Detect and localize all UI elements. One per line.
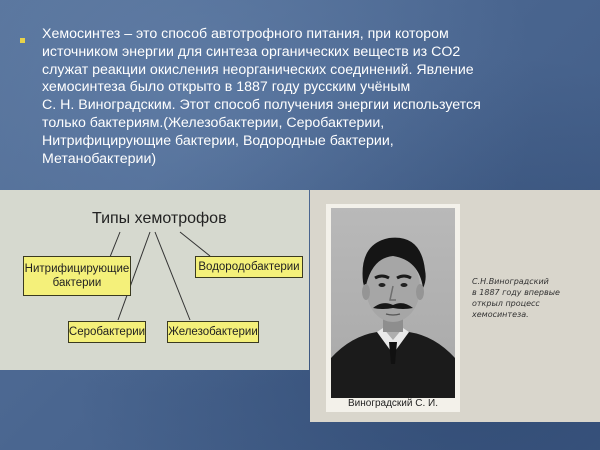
paragraph-line: Хемосинтез – это способ автотрофного питания, при котором (42, 26, 449, 42)
box-hydrogen-bacteria: Водородобактерии (195, 256, 303, 278)
diagram-title: Типы хемотрофов (92, 210, 227, 227)
paragraph-line: источником энергии для синтеза органических веществ из CO2 (42, 43, 461, 60)
man-portrait-icon (331, 208, 455, 398)
connector-line-iron (155, 232, 190, 320)
box-iron-bacteria: Железобактерии (167, 321, 259, 343)
photo-note-line: в 1887 году впервые (472, 288, 560, 297)
chemotroph-types-diagram (0, 190, 309, 370)
box-label-line: Нитрифицирующие (24, 263, 130, 275)
photo-note (472, 276, 596, 320)
photo-note-line: хемосинтеза. (472, 310, 529, 319)
photo-note-line: открыл процесс (472, 299, 540, 308)
box-label-line: бактерии (52, 277, 102, 289)
paragraph-line: служат реакции окисления неорганических соединений. Явление (42, 61, 474, 78)
bullet-square-icon (20, 38, 25, 43)
paragraph-line: С. Н. Виноградским. Этот способ получения энергии используется (42, 97, 481, 114)
paragraph-line: только бактериям.(Железобактерии, Серобактерии, (42, 114, 385, 131)
paragraph-line: Нитрифицирующие бактерии, Водородные бактерии, (42, 132, 394, 149)
portrait-frame (326, 204, 460, 412)
chemosynthesis-paragraph (42, 26, 594, 168)
photo-note-line: С.Н.Виноградский (472, 277, 549, 286)
paragraph-line: хемосинтеза было открыто в 1887 году русским учёным (42, 79, 411, 96)
photo-panel (310, 190, 600, 422)
box-sulfur-bacteria: Серобактерии (68, 321, 146, 343)
portrait-caption: Виноградский С. И. (347, 398, 438, 409)
portrait-photo (331, 208, 455, 398)
box-nitrifying-bacteria (23, 256, 131, 296)
paragraph-line: Метанобактерии) (42, 150, 157, 167)
connector-line-hydrogen (180, 232, 210, 256)
